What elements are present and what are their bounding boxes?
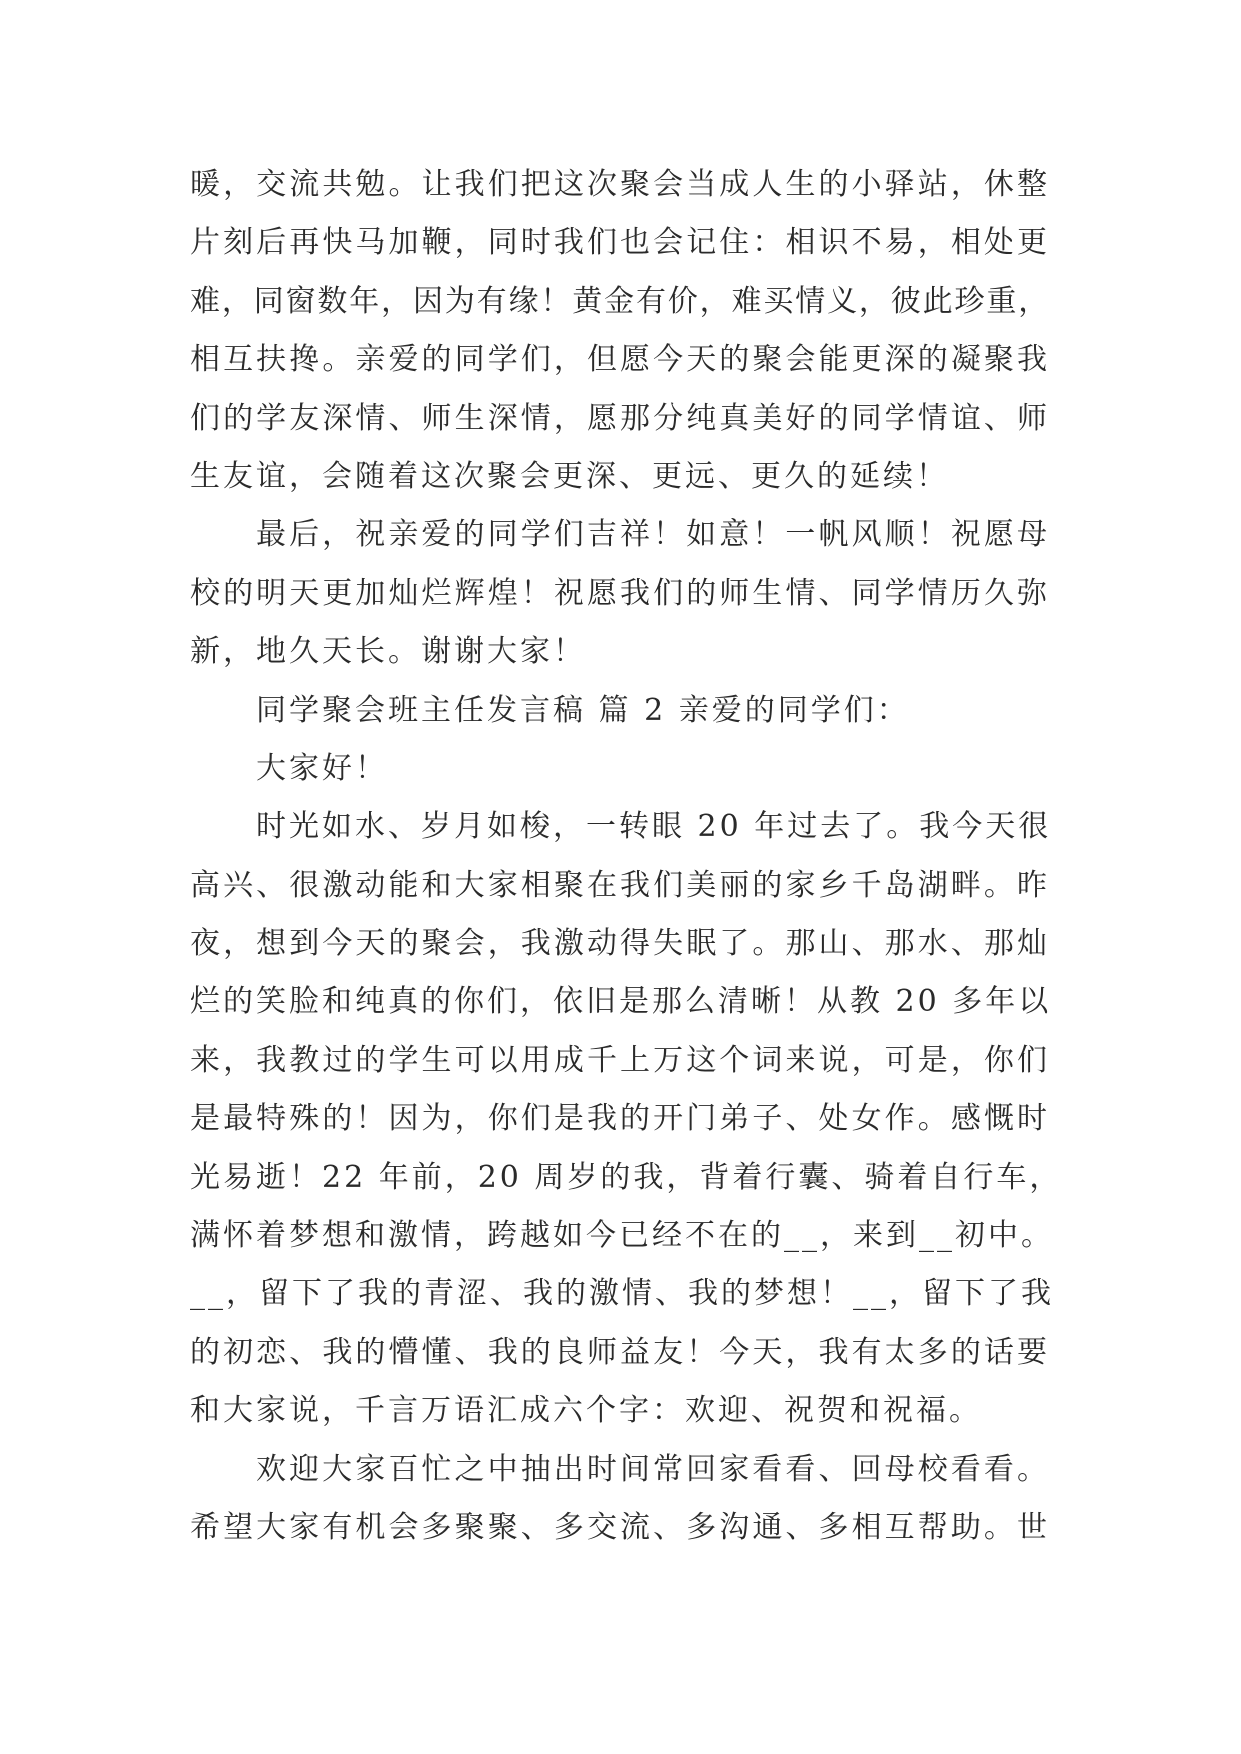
text-line: 来，我教过的学生可以用成千上万这个词来说，可是，你们 — [190, 1042, 1050, 1078]
text-line: 满怀着梦想和激情，跨越如今已经不在的__，来到__初中。 — [190, 1218, 1054, 1254]
text-line: 光易逝！22 年前，20 周岁的我，背着行囊、骑着自行车， — [190, 1159, 1063, 1195]
text-line: 难，同窗数年，因为有缘！黄金有价，难买情义，彼此珍重， — [190, 283, 1050, 319]
text-line: 暖，交流共勉。让我们把这次聚会当成人生的小驿站，休整 — [190, 167, 1050, 202]
text-line: 最后，祝亲爱的同学们吉祥！如意！一帆风顺！祝愿母 — [256, 517, 1050, 553]
text-line: 是最特殊的！因为，你们是我的开门弟子、处女作。感慨时 — [190, 1101, 1050, 1137]
text-line: 生友谊，会随着这次聚会更深、更远、更久的延续！ — [190, 458, 949, 494]
text-line: 时光如水、岁月如梭，一转眼 20 年过去了。我今天很 — [256, 809, 1052, 845]
text-line: 片刻后再快马加鞭，同时我们也会记住：相识不易，相处更 — [190, 225, 1050, 261]
text-line: 烂的笑脸和纯真的你们，依旧是那么清晰！从教 20 多年以 — [190, 984, 1052, 1020]
section-heading: 同学聚会班主任发言稿 篇 2 亲爱的同学们： — [256, 692, 910, 728]
body-text — [190, 156, 1063, 1557]
text-line: 夜，想到今天的聚会，我激动得失眠了。那山、那水、那灿 — [190, 926, 1050, 962]
text-line: 和大家说，千言万语汇成六个字：欢迎、祝贺和祝福。 — [190, 1393, 982, 1429]
text-line: 高兴、很激动能和大家相聚在我们美丽的家乡千岛湖畔。昨 — [190, 867, 1050, 903]
text-line: 校的明天更加灿烂辉煌！祝愿我们的师生情、同学情历久弥 — [190, 575, 1050, 611]
text-line: 们的学友深情、师生深情，愿那分纯真美好的同学情谊、师 — [190, 400, 1050, 436]
greeting-line: 大家好！ — [256, 750, 388, 786]
text-line: 欢迎大家百忙之中抽出时间常回家看看、回母校看看。 — [256, 1451, 1050, 1487]
text-line: 相互扶搀。亲爱的同学们，但愿今天的聚会能更深的凝聚我 — [190, 342, 1050, 378]
text-line: 新，地久天长。谢谢大家！ — [190, 634, 586, 670]
text-line: 的初恋、我的懵懂、我的良师益友！今天，我有太多的话要 — [190, 1334, 1050, 1370]
text-line: __，留下了我的青涩、我的激情、我的梦想！__，留下了我 — [190, 1276, 1054, 1312]
text-line: 希望大家有机会多聚聚、多交流、多沟通、多相互帮助。世 — [190, 1509, 1050, 1545]
